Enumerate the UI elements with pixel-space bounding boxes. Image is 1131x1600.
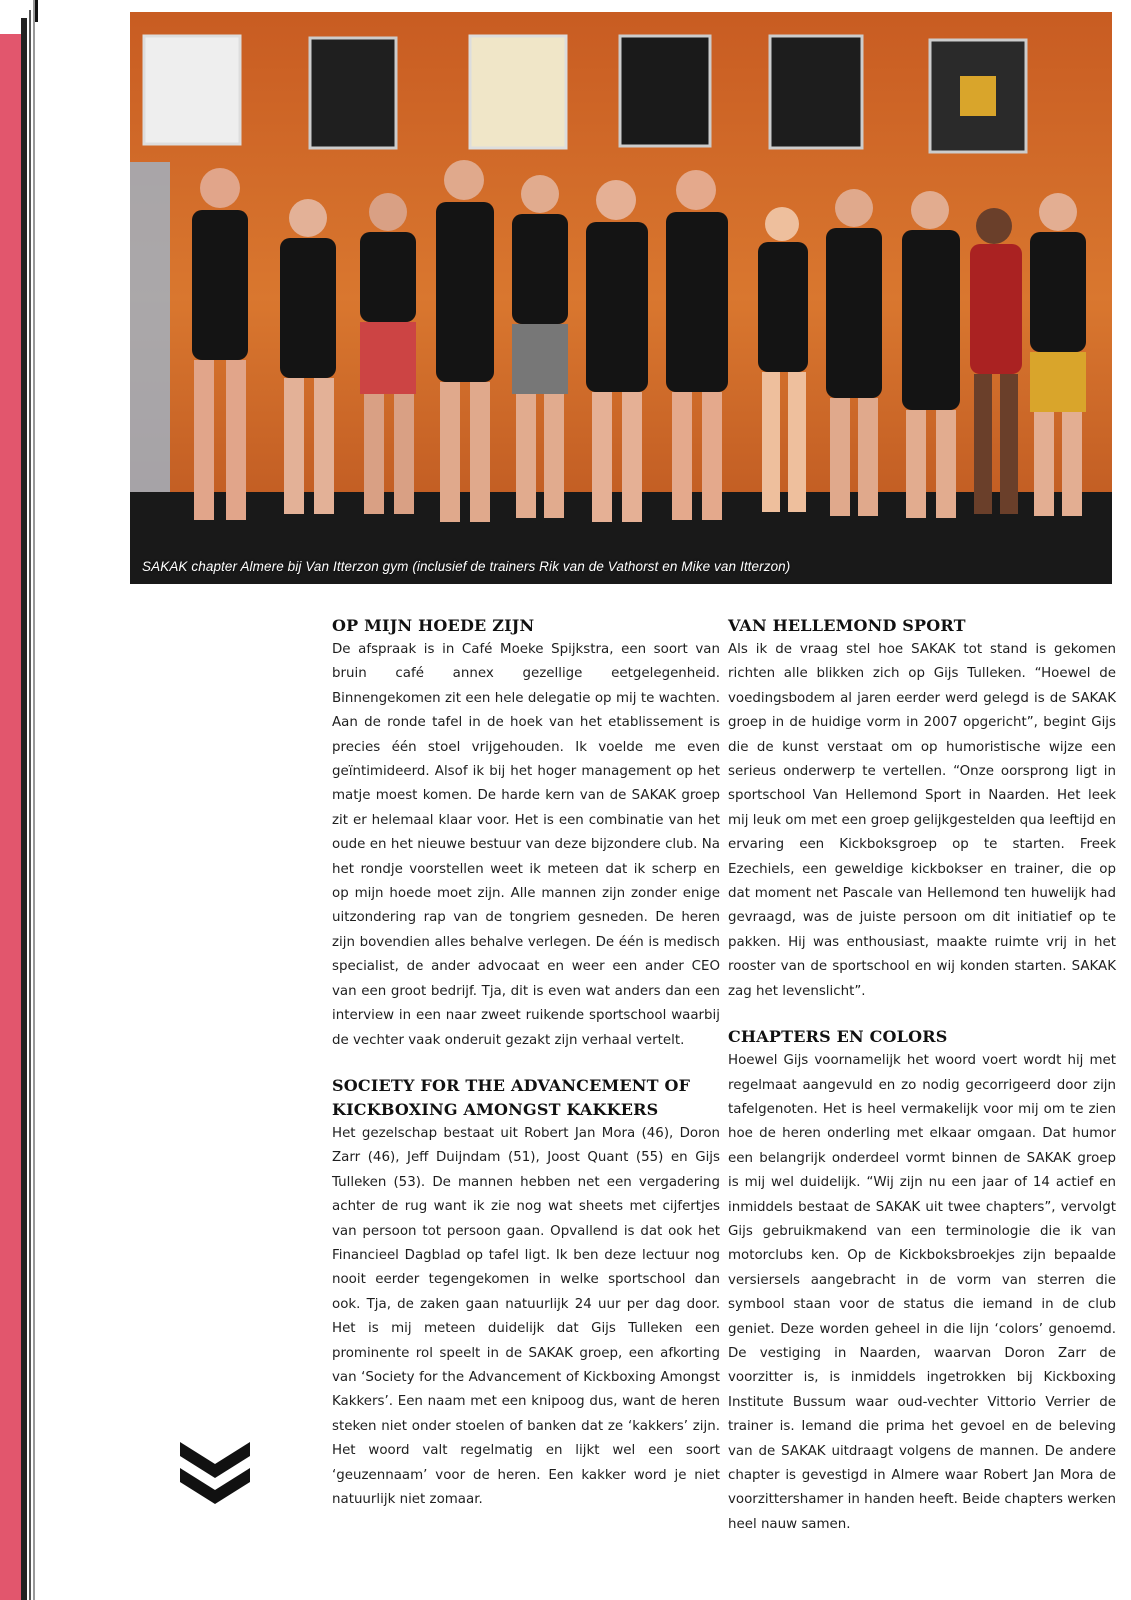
section-body: De afspraak is in Café Moeke Spijkstra, een soort van bruin café annex gezellige eetgelegenheid. Binnengekomen zit een hele delegatie op mij te wachten. Aan de ronde tafel in de hoek van het etablissement is precies één stoel vrijgehouden. Ik voelde me even geïntimideerd. Alsof ik bij het hoger management op het matje moest komen. De harde kern van de SAKAK groep zit er helemaal klaar voor. Het is een combinatie van het oude en het nieuwe bestuur van deze bijzondere club. Na het rondje voorstellen weet ik meteen dat ik scherp en op mijn hoede moet zijn. Alle mannen zijn zonder enige uitzondering rap van de tongriem gesneden. De heren zijn bovendien alles behalve verlegen. De één is medisch specialist, de ander advocaat en weer een ander CEO van een groot bedrijf. Tja, dit is even wat anders dan een interview in een naar zweet ruikende sportschool waarbij de vechter vaak onderuit gezakt zijn verhaal vertelt. — [332, 642, 720, 1048]
section-body: Als ik de vraag stel hoe SAKAK tot stand is gekomen richten alle blikken zich op Gijs Tulleken. “Hoewel de voedingsbodem al jaren eerder werd gelegd is de SAKAK groep in de huidige vorm in 2007 opgericht”, begint Gijs die de kunst verstaat om op humoristische wijze een serieus onderwerp te vertellen. “Onze oorsprong ligt in sportschool Van Hellemond Sport in Naarden. Het leek mij leuk om met een groep gelijkgestelden qua leeftijd en ervaring een Kickboksgroep op te starten. Freek Ezechiels, een geweldige kickbokser en trainer, die op dat moment net Pascale van Hellemond ten huwelijk had gevraagd, was de juiste persoon om dit initiatief op te pakken. Hij was enthousiast, maakte ruimte vrij in het rooster van de sportschool en wij konden starten. SAKAK zag het levenslicht”. — [728, 642, 1116, 999]
section-heading: OP MIJN HOEDE ZIJN — [332, 616, 535, 635]
section-heading: CHAPTERS EN COLORS — [728, 1027, 948, 1047]
binding-line — [29, 10, 31, 1600]
section-body: Het gezelschap bestaat uit Robert Jan Mora (46), Doron Zarr (46), Jeff Duijndam (51), Joost Quant (55) en Gijs Tulleken (53). De mannen hebben net een vergadering achter de rug want ik zie nog wat sheets met cijfertjes van persoon tot persoon gaan. Opvallend is dat ook het Financieel Dagblad op tafel ligt. Ik ben deze lectuur nog nooit eerder tegengekomen in welke sportschool dan ook. Tja, de zaken gaan natuurlijk 24 uur per dag door. Het is mij meteen duidelijk dat Gijs Tulleken een prominente rol speelt in de SAKAK groep, een afkorting van ‘Society for the Advancement of Kickboxing Amongst Kakkers’. Een naam met een knipoog dus, want de heren steken niet onder stoelen of banken dat ze ‘kakkers’ zijn. Het woord valt regelmatig en lijkt wel een soort ‘geuzennaam’ voor de heren. Een kakker word je niet natuurlijk niet zomaar. — [332, 1125, 720, 1507]
binding-line — [33, 0, 35, 1600]
section-heading: SOCIETY FOR THE ADVANCEMENT OF KICKBOXING AMONGST KAKKERS — [332, 1075, 691, 1119]
section-heading: VAN HELLEMOND SPORT — [728, 616, 966, 635]
group-photo — [130, 12, 1112, 584]
double-chevron-down-icon — [176, 1438, 254, 1510]
article-column-right — [728, 614, 1116, 1537]
article-column-left — [332, 614, 720, 1512]
binding-top-mark — [35, 0, 38, 22]
binding-pink-edge — [0, 34, 21, 1600]
section-body: Hoewel Gijs voornamelijk het woord voert wordt hij met regelmaat aangevuld en zo nodig gecorrigeerd door zijn tafelgenoten. Het is heel vermakelijk voor mij om te zien hoe de heren onderling met elkaar omgaan. Dat humor een belangrijk onderdeel vormt binnen de SAKAK groep is mij wel duidelijk. “Wij zijn nu een jaar of 14 actief en inmiddels bestaat de SAKAK uit twee chapters”, vervolgt Gijs gebruikmakend van een terminologie die ik van motorclubs ken. Op de Kickboksbroekjes zijn bepaalde versiersels aangebracht in de vorm van sterren die symbool staan voor de status die iemand in de club geniet. Deze worden geheel in die lijn ‘colors’ genoemd. De vestiging in Naarden, waarvan Doron Zarr de voorzitter is, is inmiddels ingetrokken bij Kickboxing Institute Bussum waar oud-vechter Vittorio Verrier de trainer is. Iemand die prima het gevoel en de beleving van de SAKAK uitdraagt volgens de mannen. De andere chapter is gevestigd in Almere waar Robert Jan Mora de voorzittershamer in handen heeft. Beide chapters werken heel nauw samen. — [728, 1053, 1116, 1532]
photo-caption: SAKAK chapter Almere bij Van Itterzon gym (inclusief de trainers Rik van de Vathorst en Mike van Itterzon) — [142, 559, 791, 574]
group-photo-illustration — [130, 12, 1112, 584]
binding-dark-edge — [21, 18, 27, 1600]
